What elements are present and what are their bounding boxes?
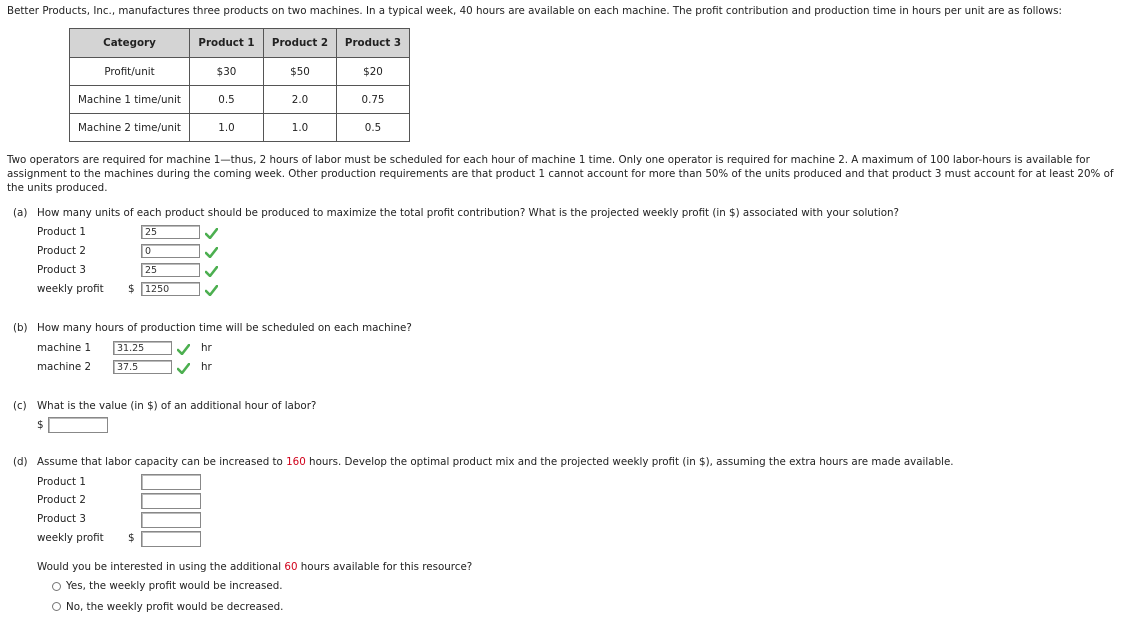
table-cell: $50 bbox=[264, 58, 337, 86]
table-cell: $20 bbox=[337, 58, 410, 86]
product-2-input[interactable] bbox=[141, 493, 201, 509]
part-d-letter: (d) bbox=[13, 456, 28, 468]
problem-intro: Better Products, Inc., manufactures three products on two machines. In a typical week, 40 hours are available on each machine. The profit contribution and production time in hours per unit are as follows: bbox=[7, 5, 1062, 17]
table-cell: 1.0 bbox=[190, 114, 264, 142]
part-a-question: How many units of each product should be produced to maximize the total profit contribution? What is the projected weekly profit (in $) associated with your solution? bbox=[37, 207, 900, 219]
yes-option-label[interactable]: Yes, the weekly profit would be increased. bbox=[66, 580, 283, 592]
table-header: Product 1 bbox=[190, 29, 264, 58]
followup-text: Would you be interested in using the additional bbox=[37, 561, 285, 573]
field-label: Product 3 bbox=[37, 264, 86, 276]
machine-1-hours-input[interactable]: 31.25 bbox=[113, 341, 172, 355]
field-label: Product 3 bbox=[37, 513, 86, 525]
check-icon bbox=[205, 247, 218, 258]
check-icon bbox=[205, 228, 218, 239]
table-cell: Machine 2 time/unit bbox=[70, 114, 190, 142]
part-d-followup bbox=[37, 561, 472, 573]
field-label: machine 2 bbox=[37, 361, 92, 373]
table-row bbox=[70, 114, 410, 142]
field-label: machine 1 bbox=[37, 342, 92, 354]
table-header: Product 3 bbox=[337, 29, 410, 58]
check-icon bbox=[205, 266, 218, 277]
product-1-input[interactable] bbox=[141, 474, 201, 490]
part-d-question bbox=[37, 456, 954, 468]
field-label: weekly profit bbox=[37, 283, 104, 295]
product-3-input[interactable] bbox=[141, 512, 201, 528]
table-cell: 0.5 bbox=[337, 114, 410, 142]
machine-2-hours-input[interactable]: 37.5 bbox=[113, 360, 172, 374]
field-label: Product 2 bbox=[37, 245, 86, 257]
followup-text: hours available for this resource? bbox=[297, 561, 473, 573]
check-icon bbox=[177, 363, 190, 374]
field-label: Product 1 bbox=[37, 476, 86, 488]
check-icon bbox=[177, 344, 190, 355]
weekly-profit-input[interactable] bbox=[141, 531, 201, 547]
part-c-question: What is the value (in $) of an additional hour of labor? bbox=[37, 400, 317, 412]
field-label: Product 2 bbox=[37, 494, 86, 506]
no-option-label[interactable]: No, the weekly profit would be decreased. bbox=[66, 601, 284, 613]
weekly-profit-answer-input[interactable]: 1250 bbox=[141, 282, 200, 296]
product-1-answer-input[interactable]: 25 bbox=[141, 225, 200, 239]
highlight-value: 60 bbox=[284, 561, 298, 573]
part-d-question-text: hours. Develop the optimal product mix and the projected weekly profit (in $), assuming the extra hours are made available. bbox=[305, 456, 954, 468]
part-a-letter: (a) bbox=[13, 207, 28, 219]
table-row bbox=[70, 58, 410, 86]
table-header-row bbox=[70, 29, 410, 58]
part-d-question-text: Assume that labor capacity can be increased to bbox=[37, 456, 287, 468]
check-icon bbox=[205, 285, 218, 296]
field-label: weekly profit bbox=[37, 532, 104, 544]
table-cell: 0.5 bbox=[190, 86, 264, 114]
part-b-question: How many hours of production time will be scheduled on each machine? bbox=[37, 322, 412, 334]
unit-label: hr bbox=[201, 342, 212, 354]
table-cell: Machine 1 time/unit bbox=[70, 86, 190, 114]
table-cell: 2.0 bbox=[264, 86, 337, 114]
product-2-answer-input[interactable]: 0 bbox=[141, 244, 200, 258]
table-cell: 1.0 bbox=[264, 114, 337, 142]
part-c-letter: (c) bbox=[13, 400, 27, 412]
part-b-letter: (b) bbox=[13, 322, 28, 334]
table-header: Category bbox=[70, 29, 190, 58]
dollar-prefix: $ bbox=[37, 419, 44, 431]
product-data-table bbox=[69, 28, 410, 142]
table-cell: $30 bbox=[190, 58, 264, 86]
unit-label: hr bbox=[201, 361, 212, 373]
table-cell: 0.75 bbox=[337, 86, 410, 114]
field-label: Product 1 bbox=[37, 226, 86, 238]
yes-radio[interactable] bbox=[52, 582, 61, 591]
table-header: Product 2 bbox=[264, 29, 337, 58]
product-3-answer-input[interactable]: 25 bbox=[141, 263, 200, 277]
highlight-value: 160 bbox=[286, 456, 306, 468]
no-radio[interactable] bbox=[52, 602, 61, 611]
table-cell: Profit/unit bbox=[70, 58, 190, 86]
dollar-prefix: $ bbox=[128, 532, 135, 544]
table-row bbox=[70, 86, 410, 114]
labor-hour-value-input[interactable] bbox=[48, 417, 108, 433]
problem-description: Two operators are required for machine 1—thus, 2 hours of labor must be scheduled for each hour of machine 1 time. Only one operator is required for machine 2. A maximum of 100 labor-hours is available for assignment to the machines during the coming week. Other production requirements are that product 1 cannot account for more than 50% of the units produced and that product 3 must account for at least 20% of the units produced. bbox=[7, 154, 1114, 194]
dollar-prefix: $ bbox=[128, 283, 135, 295]
